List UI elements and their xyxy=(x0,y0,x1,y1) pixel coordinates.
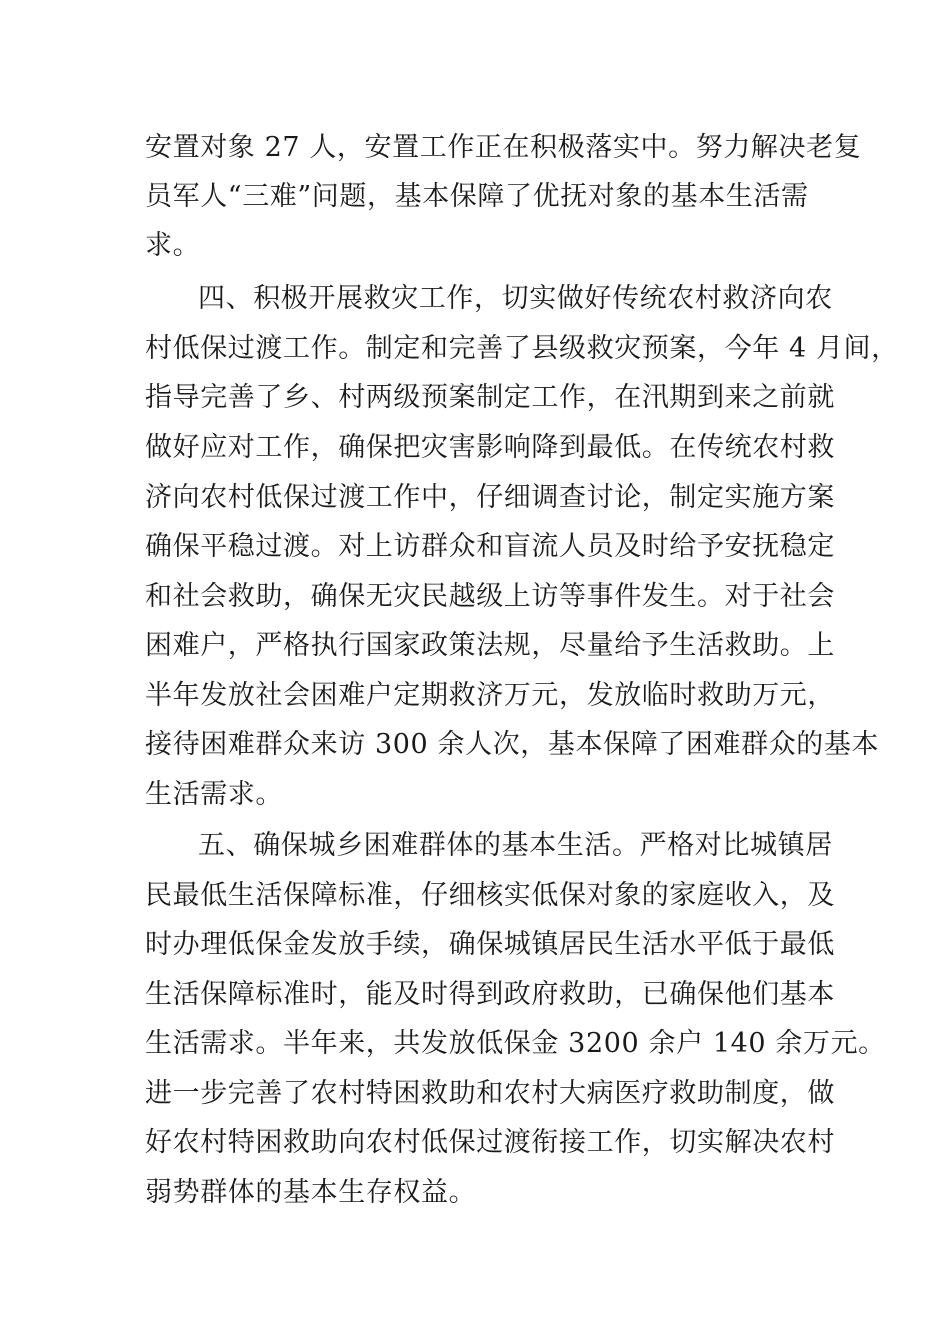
text-line: 安置对象 27 人，安置工作正在积极落实中。努力解决老复 xyxy=(145,132,862,163)
text-line: 和社会救助，确保无灾民越级上访等事件发生。对于社会 xyxy=(145,581,835,612)
text-line: 济向农村低保过渡工作中，仔细调查讨论，制定实施方案 xyxy=(145,482,835,513)
text-line: 好农村特困救助向农村低保过渡衔接工作，切实解决农村 xyxy=(145,1127,835,1158)
text-line: 求。 xyxy=(145,230,201,261)
text-line: 员军人“三难”问题，基本保障了优抚对象的基本生活需 xyxy=(145,181,809,212)
text-line: 困难户，严格执行国家政策法规，尽量给予生活救助。上 xyxy=(145,630,835,661)
paragraph-5-first-line: 五、确保城乡困难群体的基本生活。严格对比城镇居 xyxy=(198,830,833,861)
text-line: 时办理低保金发放手续，确保城镇居民生活水平低于最低 xyxy=(145,929,835,960)
text-line: 生活需求。 xyxy=(145,779,283,810)
text-line: 半年发放社会困难户定期救济万元，发放临时救助万元， xyxy=(145,680,835,711)
text-line: 生活保障标准时，能及时得到政府救助，已确保他们基本 xyxy=(145,979,835,1010)
text-line: 民最低生活保障标准，仔细核实低保对象的家庭收入，及 xyxy=(145,880,835,911)
text-line: 村低保过渡工作。制定和完善了县级救灾预案，今年 4 月间， xyxy=(145,333,899,364)
text-line: 指导完善了乡、村两级预案制定工作，在汛期到来之前就 xyxy=(145,382,835,413)
text-line: 接待困难群众来访 300 余人次，基本保障了困难群众的基本 xyxy=(145,729,880,760)
paragraph-4-first-line: 四、积极开展救灾工作，切实做好传统农村救济向农 xyxy=(198,283,833,314)
text-line: 确保平稳过渡。对上访群众和盲流人员及时给予安抚稳定 xyxy=(145,531,835,562)
text-line: 生活需求。半年来，共发放低保金 3200 余户 140 余万元。 xyxy=(145,1028,886,1059)
text-line: 进一步完善了农村特困救助和农村大病医疗救助制度，做 xyxy=(145,1078,835,1109)
text-line: 做好应对工作，确保把灾害影响降到最低。在传统农村救 xyxy=(145,432,835,463)
text-line: 弱势群体的基本生存权益。 xyxy=(145,1177,477,1208)
